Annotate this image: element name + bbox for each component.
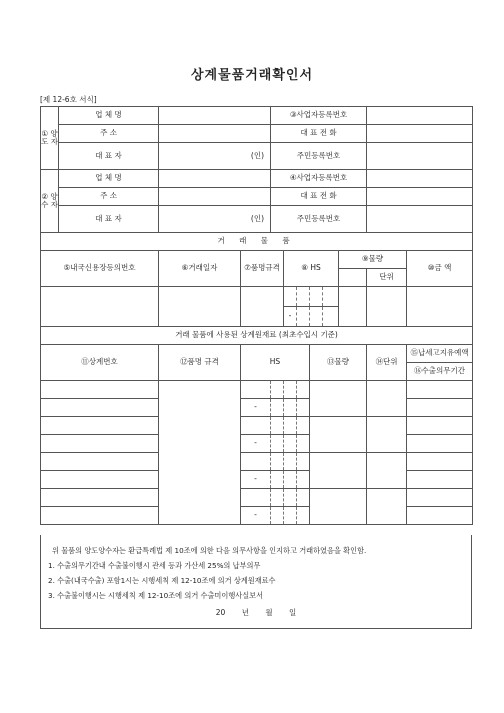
transferor-address-field[interactable] xyxy=(159,125,271,143)
materials-tax-field-4[interactable] xyxy=(407,435,473,453)
transferee-row-3 xyxy=(41,206,473,233)
materials-hs-dash-2: - xyxy=(241,435,271,453)
materials-hs-6d[interactable] xyxy=(297,471,310,489)
goods-col-date: ⑥거래일자 xyxy=(159,251,241,287)
transferee-resident-no-field[interactable] xyxy=(367,206,473,233)
document-title: 상계물품거래확인서 xyxy=(190,68,314,83)
materials-offset-no-field-1[interactable] xyxy=(41,381,159,399)
materials-col-tax: ⑮납세고지유예액 xyxy=(407,345,473,363)
materials-hs-5b[interactable] xyxy=(271,453,284,471)
materials-tax-field-1[interactable] xyxy=(407,381,473,399)
materials-qty-field-4[interactable] xyxy=(310,489,367,525)
materials-hs-3b[interactable] xyxy=(271,417,284,435)
goods-spec-field[interactable] xyxy=(241,287,284,327)
goods-col-amount: ⑩금 액 xyxy=(407,251,473,287)
materials-section-header xyxy=(41,327,473,345)
confirmation-form-table xyxy=(40,106,473,525)
goods-section-label: 거 래 물 품 xyxy=(41,233,473,251)
notes-item-2: 2. 수출(내국수출) 포함1시는 시행세칙 제 12-10조에 의거 상계원재료수 xyxy=(48,576,276,585)
materials-hs-2d[interactable] xyxy=(297,399,310,417)
materials-section-label: 거래 물품에 사용된 상계원재료 (최초수입시 기준) xyxy=(41,327,473,345)
goods-hs-cell-1[interactable] xyxy=(284,287,297,307)
materials-hs-2c[interactable] xyxy=(284,399,297,417)
materials-qty-field-3[interactable] xyxy=(310,453,367,489)
goods-hs-cell-4[interactable] xyxy=(323,287,339,307)
transferor-seal: (인) xyxy=(159,143,271,170)
form-number: [제 12-6호 서식] xyxy=(40,95,97,104)
materials-hs-1d[interactable] xyxy=(297,381,310,399)
materials-tax-field-5[interactable] xyxy=(407,453,473,471)
materials-row-4 xyxy=(41,435,473,453)
materials-unit-field-1[interactable] xyxy=(367,381,407,417)
transferee-label: ② 양 수 자 xyxy=(41,170,59,233)
materials-hs-8b[interactable] xyxy=(271,507,284,525)
materials-tax-field-8[interactable] xyxy=(407,507,473,525)
goods-hs-cell-6[interactable] xyxy=(297,307,310,327)
materials-hs-7d[interactable] xyxy=(297,489,310,507)
goods-col-hs: ⑧ HS xyxy=(284,251,339,287)
materials-hs-7c[interactable] xyxy=(284,489,297,507)
goods-hs-cell-8[interactable] xyxy=(323,307,339,327)
materials-unit-field-3[interactable] xyxy=(367,453,407,489)
transferee-biz-reg-field[interactable] xyxy=(367,170,473,188)
notes-item-1: 1. 수출의무기간내 수출불이행시 관세 등과 가산세 25%의 납부의무 xyxy=(48,561,261,570)
materials-row-3 xyxy=(41,417,473,435)
materials-spec-field[interactable] xyxy=(159,381,241,525)
materials-hs-1c[interactable] xyxy=(284,381,297,399)
materials-row-6 xyxy=(41,471,473,489)
materials-tax-field-7[interactable] xyxy=(407,489,473,507)
materials-header-row-1 xyxy=(41,345,473,363)
transferor-phone-label: 대 표 전 화 xyxy=(271,125,367,143)
transferor-biz-reg-field[interactable] xyxy=(367,107,473,125)
materials-row-1 xyxy=(41,381,473,399)
materials-hs-6b[interactable] xyxy=(271,471,284,489)
goods-date-field[interactable] xyxy=(159,287,241,327)
materials-hs-dash-3: - xyxy=(241,471,271,489)
goods-col-spec: ⑦품명규격 xyxy=(241,251,284,287)
materials-row-7 xyxy=(41,489,473,507)
notes-section xyxy=(40,543,472,603)
materials-col-hs: HS xyxy=(241,345,310,381)
transferor-biz-reg-label: ③사업자등록번호 xyxy=(271,107,367,125)
materials-hs-7a[interactable] xyxy=(241,489,271,507)
materials-qty-field-2[interactable] xyxy=(310,417,367,453)
materials-hs-4c[interactable] xyxy=(284,435,297,453)
materials-hs-1b[interactable] xyxy=(271,381,284,399)
materials-offset-no-field-2[interactable] xyxy=(41,399,159,417)
materials-tax-field-3[interactable] xyxy=(407,417,473,435)
materials-hs-8d[interactable] xyxy=(297,507,310,525)
materials-qty-field-1[interactable] xyxy=(310,381,367,417)
materials-hs-5c[interactable] xyxy=(284,453,297,471)
transferor-resident-no-label: 주민등록번호 xyxy=(271,143,367,170)
goods-approval-no-field[interactable] xyxy=(41,287,159,327)
transferee-business-name-field[interactable] xyxy=(159,170,271,188)
transferee-row-2 xyxy=(41,188,473,206)
goods-data-row xyxy=(41,287,473,307)
notes-item-3: 3. 수출불이행시는 시행세칙 제 12-10조에 의거 수출미이행사실보서 xyxy=(48,591,264,600)
goods-col-unit: 단위 xyxy=(367,269,407,287)
goods-hs-cell-2[interactable] xyxy=(297,287,310,307)
goods-amount-field[interactable] xyxy=(407,287,473,327)
goods-hs-cell-7[interactable] xyxy=(310,307,323,327)
goods-col-approval-no: ⑤내국신용장등의번호 xyxy=(41,251,159,287)
materials-offset-no-field-6[interactable] xyxy=(41,471,159,489)
materials-offset-no-field-5[interactable] xyxy=(41,453,159,471)
materials-col-unit: ⑭단위 xyxy=(367,345,407,381)
notes-statement: 위 물품의 양도양수자는 환급특례법 제 10조에 의한 다음 의무사항을 인지하고 거래하였음을 확인함. xyxy=(52,546,367,555)
materials-hs-8c[interactable] xyxy=(284,507,297,525)
materials-hs-3a[interactable] xyxy=(241,417,271,435)
materials-hs-3c[interactable] xyxy=(284,417,297,435)
materials-unit-field-2[interactable] xyxy=(367,417,407,453)
materials-offset-no-field-8[interactable] xyxy=(41,507,159,525)
goods-hs-cell-3[interactable] xyxy=(310,287,323,307)
transferor-representative-label: 대 표 자 xyxy=(59,143,159,170)
materials-tax-field-6[interactable] xyxy=(407,471,473,489)
materials-row-8 xyxy=(41,507,473,525)
transferee-biz-reg-label: ④사업자등록번호 xyxy=(271,170,367,188)
transferor-phone-field[interactable] xyxy=(367,125,473,143)
materials-hs-7b[interactable] xyxy=(271,489,284,507)
materials-tax-field-2[interactable] xyxy=(407,399,473,417)
materials-hs-4b[interactable] xyxy=(271,435,284,453)
date-line: 20 년 월 일 xyxy=(215,608,297,617)
goods-col-qty: ⑨물량 xyxy=(339,251,407,269)
transferee-address-field[interactable] xyxy=(159,188,271,206)
materials-hs-5a[interactable] xyxy=(241,453,271,471)
transferor-label: ① 양 도 자 xyxy=(41,107,59,170)
materials-col-spec: ⑫품명 규격 xyxy=(159,345,241,381)
goods-unit-field[interactable] xyxy=(367,287,407,327)
goods-section-header xyxy=(41,233,473,251)
materials-col-offset-no: ⑪상계번호 xyxy=(41,345,159,381)
transferor-row-2 xyxy=(41,125,473,143)
materials-offset-no-field-4[interactable] xyxy=(41,435,159,453)
transferor-row-1 xyxy=(41,107,473,125)
materials-offset-no-field-3[interactable] xyxy=(41,417,159,435)
transferor-business-name-label: 업 체 명 xyxy=(59,107,159,125)
materials-hs-3d[interactable] xyxy=(297,417,310,435)
transferee-phone-label: 대 표 전 화 xyxy=(271,188,367,206)
materials-hs-1a[interactable] xyxy=(241,381,271,399)
goods-hs-dash: - xyxy=(284,307,297,327)
materials-hs-4d[interactable] xyxy=(297,435,310,453)
materials-col-qty: ⑬물량 xyxy=(310,345,367,381)
transferee-representative-label: 대 표 자 xyxy=(59,206,159,233)
transferee-business-name-label: 업 체 명 xyxy=(59,170,159,188)
materials-row-2 xyxy=(41,399,473,417)
transferee-row-1 xyxy=(41,170,473,188)
materials-hs-2b[interactable] xyxy=(271,399,284,417)
transferor-business-name-field[interactable] xyxy=(159,107,271,125)
goods-qty-field[interactable] xyxy=(339,287,367,327)
materials-row-5 xyxy=(41,453,473,471)
transferee-resident-no-label: 주민등록번호 xyxy=(271,206,367,233)
materials-col-export: ⑯수출의무기간 xyxy=(407,363,473,381)
materials-hs-6c[interactable] xyxy=(284,471,297,489)
transferee-phone-field[interactable] xyxy=(367,188,473,206)
materials-hs-dash-4: - xyxy=(241,507,271,525)
materials-hs-dash-1: - xyxy=(241,399,271,417)
transferor-resident-no-field[interactable] xyxy=(367,143,473,170)
materials-hs-5d[interactable] xyxy=(297,453,310,471)
materials-offset-no-field-7[interactable] xyxy=(41,489,159,507)
transferor-address-label: 주 소 xyxy=(59,125,159,143)
goods-qty-blank xyxy=(339,269,367,287)
goods-header-row-1 xyxy=(41,251,473,269)
transferor-row-3 xyxy=(41,143,473,170)
transferee-seal: (인) xyxy=(159,206,271,233)
materials-unit-field-4[interactable] xyxy=(367,489,407,525)
transferee-address-label: 주 소 xyxy=(59,188,159,206)
